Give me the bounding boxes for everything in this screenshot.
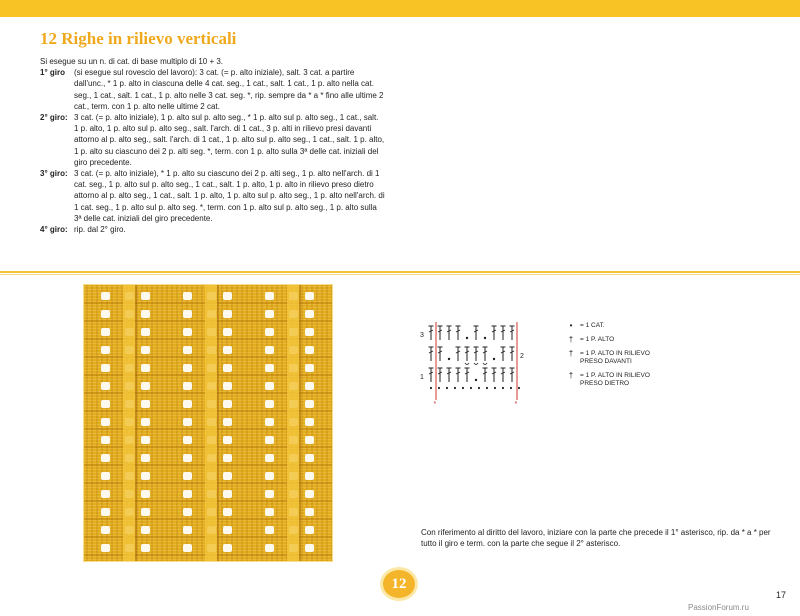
legend-item	[566, 372, 668, 388]
chain-dot	[484, 337, 486, 339]
swatch-mesh-hole	[305, 328, 314, 336]
swatch-mesh-hole	[265, 418, 274, 426]
diagram-row-label: 1	[420, 374, 424, 381]
chain-dot	[466, 337, 468, 339]
stitch-diagram	[418, 320, 530, 408]
row-label: 2° giro:	[40, 113, 68, 123]
pattern-number-badge	[377, 570, 421, 600]
swatch-mesh-hole	[101, 292, 110, 300]
swatch-mesh-hole	[101, 544, 110, 552]
swatch-mesh-hole	[183, 292, 192, 300]
chain-dot	[448, 358, 450, 360]
legend-item	[566, 322, 668, 330]
swatch-mesh-hole	[183, 328, 192, 336]
swatch-mesh-hole	[101, 382, 110, 390]
section-divider	[0, 271, 800, 273]
watermark: PassionForum.ru	[688, 603, 749, 612]
chain-dot	[493, 358, 495, 360]
swatch-mesh-hole	[183, 508, 192, 516]
swatch-texture	[83, 284, 333, 562]
swatch-mesh-hole	[305, 382, 314, 390]
swatch-mesh-hole	[101, 328, 110, 336]
swatch-mesh-hole	[305, 436, 314, 444]
swatch-mesh-hole	[265, 382, 274, 390]
swatch-mesh-hole	[305, 346, 314, 354]
swatch-rib	[205, 284, 217, 562]
swatch-mesh-hole	[265, 310, 274, 318]
front-post-icon: †	[568, 349, 574, 358]
swatch-mesh-hole	[141, 346, 150, 354]
swatch-mesh-hole	[223, 436, 232, 444]
swatch-mesh-hole	[141, 544, 150, 552]
swatch-mesh-hole	[265, 292, 274, 300]
swatch-mesh-hole	[183, 436, 192, 444]
diagram-row-label: 3	[420, 332, 424, 339]
swatch-mesh-hole	[101, 400, 110, 408]
legend-text: = 1 P. ALTO	[580, 336, 615, 343]
swatch-mesh-hole	[223, 418, 232, 426]
swatch-mesh-hole	[141, 436, 150, 444]
swatch-mesh-hole	[101, 472, 110, 480]
swatch-mesh-hole	[223, 544, 232, 552]
swatch-mesh-hole	[305, 418, 314, 426]
swatch-mesh-hole	[223, 490, 232, 498]
swatch-mesh-hole	[183, 454, 192, 462]
swatch-mesh-hole	[183, 346, 192, 354]
foundation-chain-dot	[478, 387, 480, 389]
swatch-mesh-hole	[223, 526, 232, 534]
repeat-asterisk: *	[514, 401, 518, 408]
row-label: 3° giro:	[40, 169, 68, 179]
swatch-mesh-hole	[101, 346, 110, 354]
foundation-chain-dot	[454, 387, 456, 389]
chain-dot	[475, 379, 477, 381]
swatch-mesh-hole	[141, 292, 150, 300]
swatch-mesh-hole	[265, 436, 274, 444]
foundation-chain-dot	[438, 387, 440, 389]
back-post-icon: †	[568, 371, 574, 380]
instruction-row	[40, 224, 385, 235]
legend-item	[566, 350, 668, 366]
swatch-mesh-hole	[305, 508, 314, 516]
swatch-mesh-hole	[101, 526, 110, 534]
swatch-mesh-hole	[101, 490, 110, 498]
double-crochet-icon: †	[568, 335, 574, 344]
swatch-mesh-hole	[223, 508, 232, 516]
swatch-mesh-hole	[265, 454, 274, 462]
swatch-mesh-hole	[183, 418, 192, 426]
row-text: (si esegue sul rovescio del lavoro): 3 cat. (= p. alto iniziale), salt. 3 cat. a partire dall'unc., * 1 p. alto in ciascuna delle 4 cat. seg., 1 cat., salt. 1 cat., 1 p. alto nella cat. seg., 1 cat., salt. 1 cat., 1 p. alto nelle 3 cat. seg. *, rip. sempre da * a * fino alle ultime 2 cat., term. con 1 p. alto nelle ultime 2 cat.	[74, 68, 384, 111]
legend-item	[566, 336, 668, 344]
foundation-chain-dot	[430, 387, 432, 389]
instruction-row	[40, 112, 385, 168]
swatch-mesh-hole	[265, 364, 274, 372]
top-accent-bar	[0, 0, 800, 17]
swatch-mesh-hole	[223, 400, 232, 408]
swatch-mesh-hole	[305, 454, 314, 462]
swatch-mesh-hole	[141, 454, 150, 462]
swatch-mesh-hole	[101, 310, 110, 318]
diagram-row-label: 2	[520, 353, 524, 360]
swatch-mesh-hole	[305, 544, 314, 552]
swatch-rib	[123, 284, 135, 562]
row-label: 4° giro:	[40, 225, 68, 235]
swatch-mesh-hole	[223, 328, 232, 336]
swatch-mesh-hole	[141, 310, 150, 318]
legend-text: = 1 P. ALTO IN RILIEVO PRESO DIETRO	[580, 372, 650, 387]
swatch-mesh-hole	[305, 400, 314, 408]
swatch-rib-shadow	[217, 284, 219, 562]
instructions-intro: Si esegue su un n. di cat. di base multiplo di 10 + 3.	[40, 57, 224, 66]
legend-text: = 1 P. ALTO IN RILIEVO PRESO DAVANTI	[580, 350, 650, 365]
swatch-mesh-hole	[265, 472, 274, 480]
page-number: 17	[776, 590, 787, 600]
dot-icon: •	[569, 321, 573, 330]
swatch-mesh-hole	[101, 364, 110, 372]
symbol-legend	[566, 322, 668, 394]
swatch-mesh-hole	[141, 328, 150, 336]
repeat-asterisk: *	[433, 401, 437, 408]
swatch-mesh-hole	[305, 310, 314, 318]
swatch-mesh-hole	[141, 526, 150, 534]
swatch-mesh-hole	[223, 310, 232, 318]
swatch-mesh-hole	[183, 310, 192, 318]
swatch-mesh-hole	[265, 526, 274, 534]
swatch-mesh-hole	[101, 508, 110, 516]
swatch-mesh-hole	[183, 526, 192, 534]
swatch-mesh-hole	[183, 364, 192, 372]
swatch-mesh-hole	[223, 292, 232, 300]
row-text: rip. dal 2° giro.	[74, 225, 126, 235]
swatch-mesh-hole	[223, 472, 232, 480]
foundation-chain-dot	[486, 387, 488, 389]
post-hook	[483, 363, 487, 365]
swatch-mesh-hole	[141, 364, 150, 372]
swatch-mesh-hole	[141, 472, 150, 480]
instruction-row	[40, 67, 385, 112]
swatch-mesh-hole	[183, 472, 192, 480]
reading-note: Con riferimento al diritto del lavoro, iniziare con la parte che precede il 1° asterisco, rip. da * a * per tutto il giro e term. con la parte che segue il 2° asterisco.	[421, 528, 771, 548]
legend-text: = 1 CAT.	[580, 322, 605, 329]
post-hook	[474, 363, 478, 365]
swatch-rib	[287, 284, 299, 562]
instructions	[40, 56, 385, 235]
swatch-mesh-hole	[265, 490, 274, 498]
foundation-chain-dot	[446, 387, 448, 389]
swatch-mesh-hole	[141, 418, 150, 426]
swatch-mesh-hole	[141, 490, 150, 498]
foundation-chain-dot	[462, 387, 464, 389]
swatch-mesh-hole	[101, 418, 110, 426]
crochet-swatch-photo	[83, 284, 333, 562]
section-divider-shadow	[0, 274, 800, 275]
swatch-rib-shadow	[299, 284, 301, 562]
swatch-mesh-hole	[265, 328, 274, 336]
foundation-chain-dot	[510, 387, 512, 389]
post-hook	[465, 363, 469, 365]
swatch-mesh-hole	[305, 490, 314, 498]
swatch-mesh-hole	[223, 364, 232, 372]
swatch-mesh-hole	[305, 526, 314, 534]
foundation-chain-dot	[470, 387, 472, 389]
swatch-mesh-hole	[305, 364, 314, 372]
row-text: 3 cat. (= p. alto iniziale), * 1 p. alto su ciascuno dei 2 p. alti seg., 1 p. alto nell'arch. di 1 cat. seg., 1 p. alto sul p. alto seg., 1 cat., salt. 1 p. alto, 1 p. alto in rilievo preso dietro attorno al p. alto seg., 1 cat., salt. 1 p. alto, 1 p. alto sul p. alto seg., 1 p. alto nell'arch. di 1 cat. seg., 1 p. alto sul p. alto seg. *, term. con 1 p. alto sul p. alto seg., 1 p. alto sulla 3ª delle cat. iniziali del giro precedente.	[74, 169, 385, 223]
swatch-mesh-hole	[265, 400, 274, 408]
row-text: 3 cat. (= p. alto iniziale), 1 p. alto sul p. alto seg., * 1 p. alto sul p. alto seg., 1 cat., salt. 1 p. alto, 1 p. alto sul p. alto seg., salt. l'arch. di 1 cat., 3 p. alti in rilievo presi davanti attorno al p. alto seg., salt. l'arch. di 1 cat., 1 p. alto sul p. alto seg., 1 cat., salt. 1 p. alto, 1 p. alto su ciascuno dei 2 p. alti seg. *, term. con 1 p. alto sulla 3ª delle cat. iniziali del giro precedente.	[74, 113, 385, 167]
swatch-mesh-hole	[265, 544, 274, 552]
swatch-mesh-hole	[183, 544, 192, 552]
swatch-mesh-hole	[305, 472, 314, 480]
swatch-mesh-hole	[183, 490, 192, 498]
swatch-mesh-hole	[223, 454, 232, 462]
swatch-mesh-hole	[141, 400, 150, 408]
swatch-rib-shadow	[135, 284, 137, 562]
swatch-mesh-hole	[101, 454, 110, 462]
swatch-mesh-hole	[183, 400, 192, 408]
foundation-chain-dot	[494, 387, 496, 389]
page-title: 12 Righe in rilievo verticali	[40, 29, 237, 48]
swatch-mesh-hole	[101, 436, 110, 444]
foundation-chain-dot	[502, 387, 504, 389]
swatch-mesh-hole	[265, 508, 274, 516]
row-label: 1° giro	[40, 68, 65, 78]
badge-number: 12	[383, 570, 415, 598]
swatch-mesh-hole	[223, 382, 232, 390]
swatch-mesh-hole	[265, 346, 274, 354]
swatch-mesh-hole	[223, 346, 232, 354]
swatch-mesh-hole	[141, 508, 150, 516]
swatch-mesh-hole	[183, 382, 192, 390]
foundation-chain-dot	[518, 387, 520, 389]
swatch-mesh-hole	[305, 292, 314, 300]
instruction-row	[40, 168, 385, 224]
swatch-mesh-hole	[141, 382, 150, 390]
